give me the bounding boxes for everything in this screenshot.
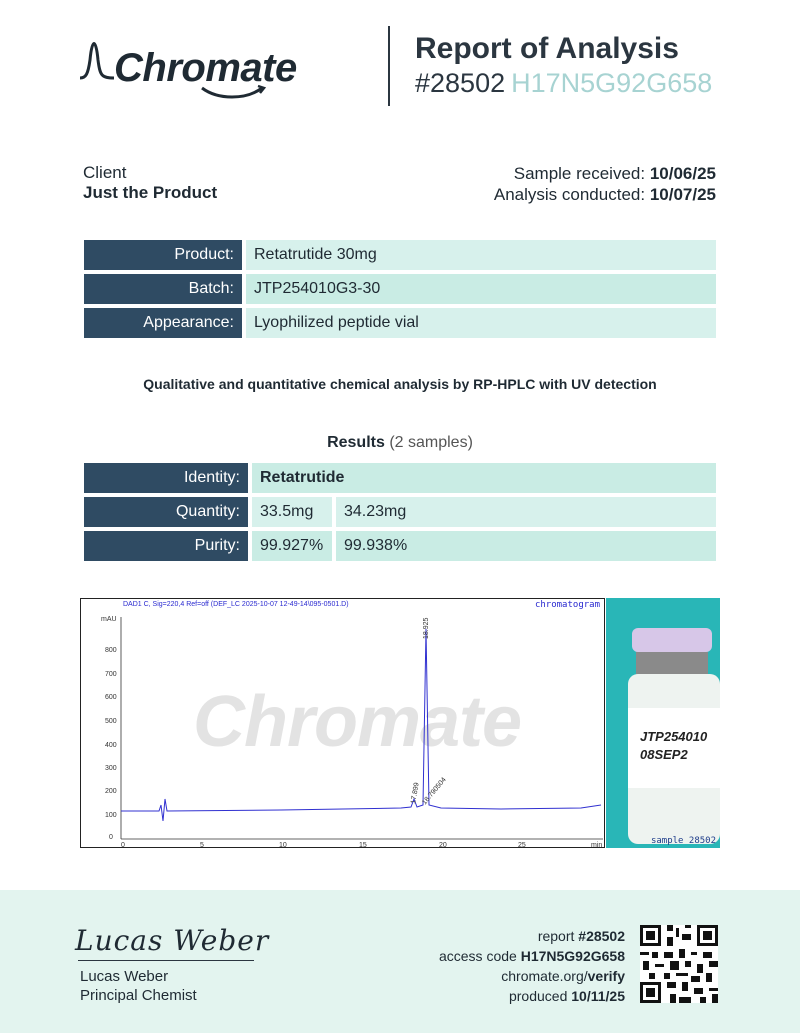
y-tick: 600	[105, 694, 117, 701]
appearance-value: Lyophilized peptide vial	[246, 308, 716, 338]
y-unit-label: mAU	[101, 616, 117, 623]
signature-line	[78, 960, 254, 961]
y-tick: 300	[105, 765, 117, 772]
purity-label: Purity:	[84, 531, 248, 561]
vial-label	[640, 728, 707, 764]
peak-label: 18.925	[423, 617, 430, 639]
appearance-label: Appearance:	[84, 308, 242, 338]
chemist-name: Lucas Weber	[80, 968, 169, 985]
chromatogram-plot	[81, 599, 605, 848]
chromatogram-meta: DAD1 C, Sig=220,4 Ref=off (DEF_LC 2025-10-07 12-49-14\095-0501.D)	[123, 601, 349, 608]
client-name: Just the Product	[83, 183, 218, 202]
verification-block	[439, 926, 625, 1006]
table-row	[84, 274, 716, 304]
received-label: Sample received:	[513, 164, 646, 183]
peak-label: 17.899	[410, 782, 421, 805]
y-tick: 400	[105, 742, 117, 749]
x-tick: 15	[359, 842, 367, 849]
x-tick: 5	[200, 842, 204, 849]
verify-path: verify	[587, 968, 625, 984]
batch-label: Batch:	[84, 274, 242, 304]
client-label: Client	[83, 163, 127, 182]
x-unit-label: min	[591, 842, 603, 849]
y-tick: 100	[105, 812, 117, 819]
x-tick: 25	[518, 842, 526, 849]
chromatogram-panel	[80, 598, 605, 848]
identity-label: Identity:	[84, 463, 248, 493]
report-value: #28502	[578, 928, 625, 944]
produced-label: produced	[508, 988, 568, 1004]
quantity-value-2: 34.23mg	[336, 497, 716, 527]
quantity-label: Quantity:	[84, 497, 248, 527]
chemist-role: Principal Chemist	[80, 987, 197, 1004]
identity-value: Retatrutide	[252, 463, 716, 493]
qr-code-icon[interactable]	[640, 925, 718, 1003]
method-description: Qualitative and quantitative chemical analysis by RP-HPLC with UV detection	[143, 376, 657, 392]
results-count: (2 samples)	[389, 434, 473, 451]
y-tick: 800	[105, 647, 117, 654]
report-number: #28502	[415, 68, 506, 98]
table-row	[84, 240, 716, 270]
photo-caption: sample 28502	[650, 836, 716, 846]
logo-text: Chromate	[114, 46, 297, 90]
report-title: Report of Analysis	[415, 32, 679, 65]
batch-value: JTP254010G3-30	[246, 274, 716, 304]
vial-label-line-1: JTP254010	[640, 729, 708, 744]
y-tick: 200	[105, 788, 117, 795]
product-label: Product:	[84, 240, 242, 270]
table-row	[84, 531, 716, 561]
y-tick: 500	[105, 718, 117, 725]
sample-photo	[606, 598, 720, 848]
report-label: report	[537, 928, 575, 944]
y-tick: 0	[109, 834, 113, 841]
results-heading: Results	[327, 434, 385, 451]
product-value: Retatrutide 30mg	[246, 240, 716, 270]
vial-label-line-2: 08SEP2	[640, 747, 688, 762]
chromatogram-label: chromatogram	[534, 600, 600, 610]
verify-domain: chromate.org/	[501, 968, 588, 984]
access-value: H17N5G92G658	[520, 948, 625, 964]
x-tick: 10	[279, 842, 287, 849]
x-tick: 0	[121, 842, 125, 849]
y-tick: 700	[105, 671, 117, 678]
report-code: H17N5G92G658	[511, 68, 713, 98]
watermark-text: Chromate	[193, 682, 522, 762]
report-id	[415, 68, 712, 99]
produced-value: 10/11/25	[571, 988, 625, 1004]
received-value: 10/06/25	[649, 164, 716, 183]
conducted-label: Analysis conducted:	[493, 185, 646, 204]
x-tick: 20	[439, 842, 447, 849]
conducted-value: 10/07/25	[649, 185, 716, 204]
chromate-logo	[78, 30, 318, 102]
sample-table	[84, 240, 716, 342]
chromatogram-trace	[121, 629, 601, 821]
table-row	[84, 463, 716, 493]
access-label: access code	[438, 948, 517, 964]
results-table	[84, 463, 716, 565]
table-row	[84, 308, 716, 338]
peak-label: 18.790504	[421, 776, 448, 807]
purity-value-1: 99.927%	[252, 531, 332, 561]
signature: Lucas Weber	[75, 924, 270, 957]
header-divider	[388, 26, 390, 106]
dates-block	[494, 163, 716, 205]
table-row	[84, 497, 716, 527]
results-title	[0, 434, 800, 452]
purity-value-2: 99.938%	[336, 531, 716, 561]
verify-link[interactable]	[439, 966, 625, 986]
quantity-value-1: 33.5mg	[252, 497, 332, 527]
vial-image	[606, 598, 720, 848]
chemist-block	[80, 967, 197, 1005]
